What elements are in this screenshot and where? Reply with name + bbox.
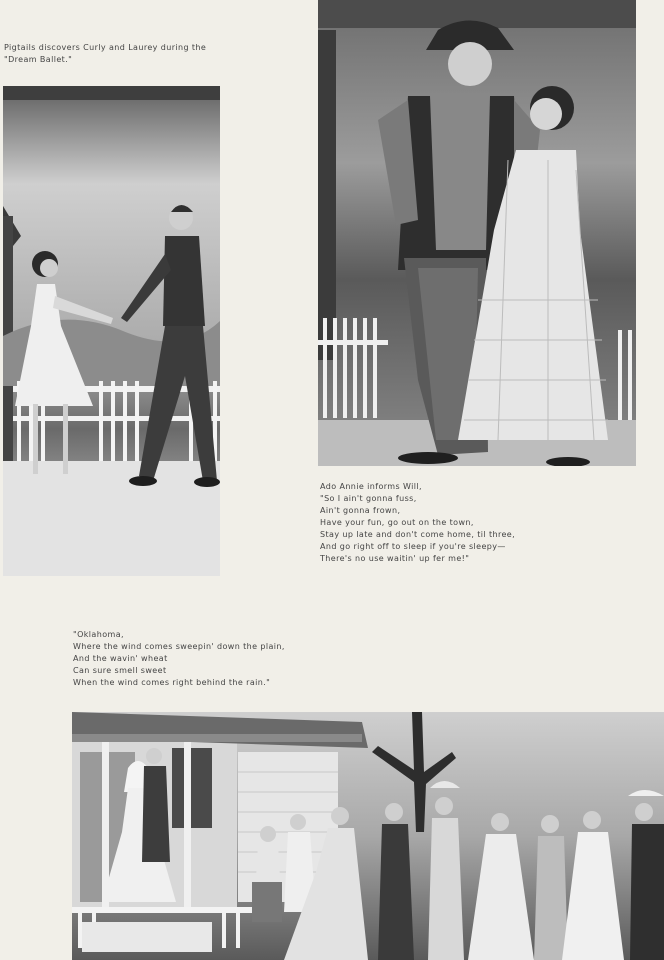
- caption-line: Ado Annie informs Will,: [320, 482, 422, 491]
- photo-dream-ballet: [3, 86, 220, 576]
- caption-line: Ain't gonna frown,: [320, 506, 401, 515]
- caption-line: And the wavin' wheat: [73, 654, 168, 663]
- caption-line: There's no use waitin' up fer me!": [320, 554, 470, 563]
- caption-dream-ballet: [4, 42, 206, 66]
- caption-line: "Oklahoma,: [73, 630, 124, 639]
- caption-line: "Dream Ballet.": [4, 55, 73, 64]
- photo-ado-annie-will: [318, 0, 636, 466]
- caption-line: And go right off to sleep if you're sleepy—: [320, 542, 506, 551]
- photo-oklahoma-finale: [72, 712, 664, 960]
- caption-line: Can sure smell sweet: [73, 666, 167, 675]
- caption-line: Where the wind comes sweepin' down the plain,: [73, 642, 285, 651]
- caption-line: When the wind comes right behind the rain.": [73, 678, 271, 687]
- caption-line: "So I ain't gonna fuss,: [320, 494, 417, 503]
- caption-line: Have your fun, go out on the town,: [320, 518, 474, 527]
- caption-line: Stay up late and don't come home, til three,: [320, 530, 516, 539]
- caption-oklahoma: [73, 629, 285, 689]
- caption-ado-annie: [320, 481, 515, 565]
- caption-line: Pigtails discovers Curly and Laurey during the: [4, 43, 207, 52]
